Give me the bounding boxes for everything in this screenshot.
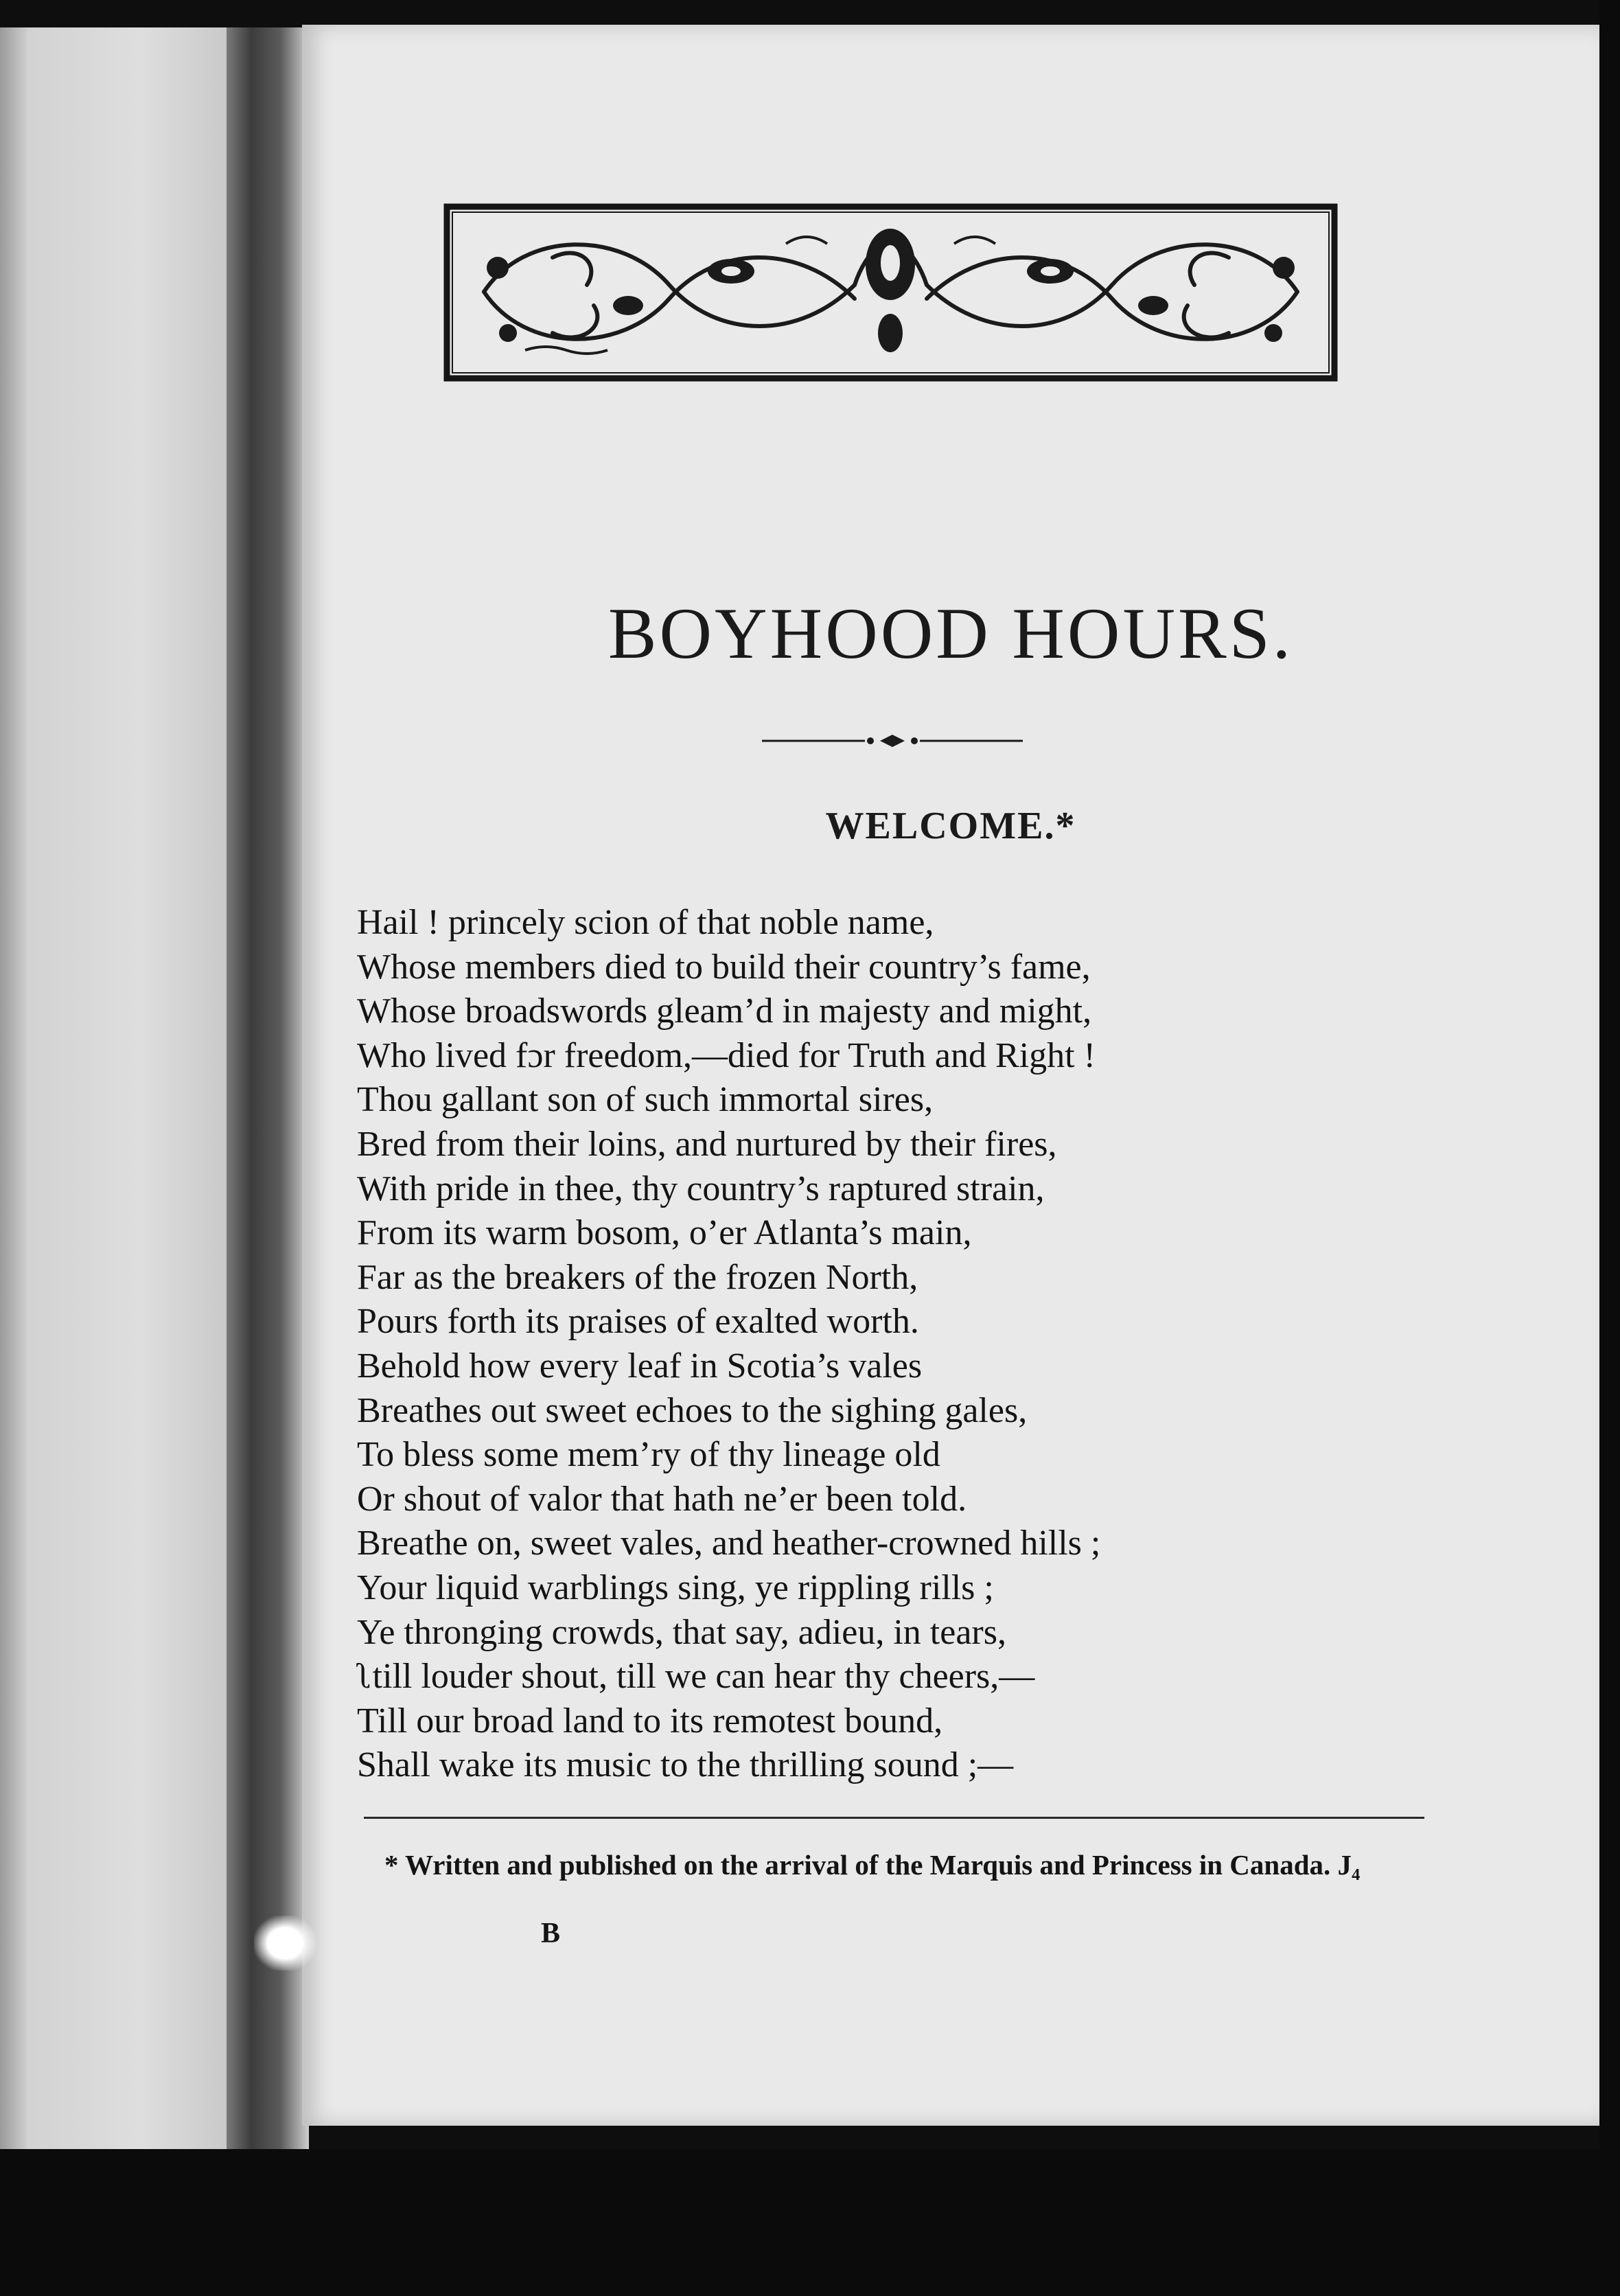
poem-line: Shall wake its music to the thrilling sound ;— <box>357 1745 1014 1785</box>
poem-line: Thou gallant son of such immortal sires, <box>357 1080 934 1120</box>
poem-line: To bless some mem’ry of thy lineage old <box>357 1435 940 1475</box>
poem-line: Far as the breakers of the frozen North, <box>357 1257 918 1297</box>
poem-line: Whose members died to build their country’s fame, <box>357 947 1091 987</box>
poem-line: Till our broad land to its remotest bound, <box>357 1701 943 1741</box>
scan-right-border <box>1599 0 1620 2296</box>
poem-line: From its warm bosom, o’er Atlanta’s main, <box>357 1213 972 1253</box>
poem-line: Your liquid warblings sing, ye rippling rills ; <box>357 1568 994 1607</box>
book-gutter <box>227 27 309 2149</box>
facing-page-edge <box>0 27 27 2170</box>
poem-title: WELCOME.* <box>825 805 1076 847</box>
poem-line: Whose broadswords gleam’d in majesty and might, <box>357 991 1092 1031</box>
poem-line: Behold how every leaf in Scotia’s vales <box>357 1346 923 1386</box>
facing-page <box>0 27 233 2170</box>
title-divider-icon <box>762 733 1023 748</box>
poem-line: ʅtill louder shout, till we can hear thy cheers,— <box>357 1657 1035 1697</box>
book-section-title: BOYHOOD HOURS. <box>608 593 1294 674</box>
scan-bottom-border <box>0 2149 1620 2296</box>
poem-line: Breathes out sweet echoes to the sighing gales, <box>357 1390 1028 1430</box>
poem-line: Pours forth its praises of exalted worth. <box>357 1302 919 1342</box>
poem-line: Or shout of valor that hath ne’er been told. <box>357 1479 967 1519</box>
poem-line: Hail ! princely scion of that noble name, <box>357 903 934 942</box>
ornamental-headpiece-icon <box>443 203 1339 384</box>
signature-mark: B <box>541 1918 561 1949</box>
poem-line: Bred from their loins, and nurtured by their fires, <box>357 1124 1057 1164</box>
poem-body <box>357 901 1428 1788</box>
poem-line: With pride in thee, thy country’s raptured strain, <box>357 1169 1045 1208</box>
poem-line: Breathe on, sweet vales, and heather-crowned hills ; <box>357 1524 1101 1563</box>
footnote: * Written and published on the arrival of the Marquis and Princess in Canada. J₄ <box>384 1849 1361 1881</box>
footnote-divider <box>364 1817 1424 1819</box>
poem-line: Who lived fɔr freedom,—died for Truth and Right ! <box>357 1035 1096 1075</box>
poem-line: Ye thronging crowds, that say, adieu, in tears, <box>357 1612 1006 1652</box>
scan-speck <box>254 1916 316 1971</box>
